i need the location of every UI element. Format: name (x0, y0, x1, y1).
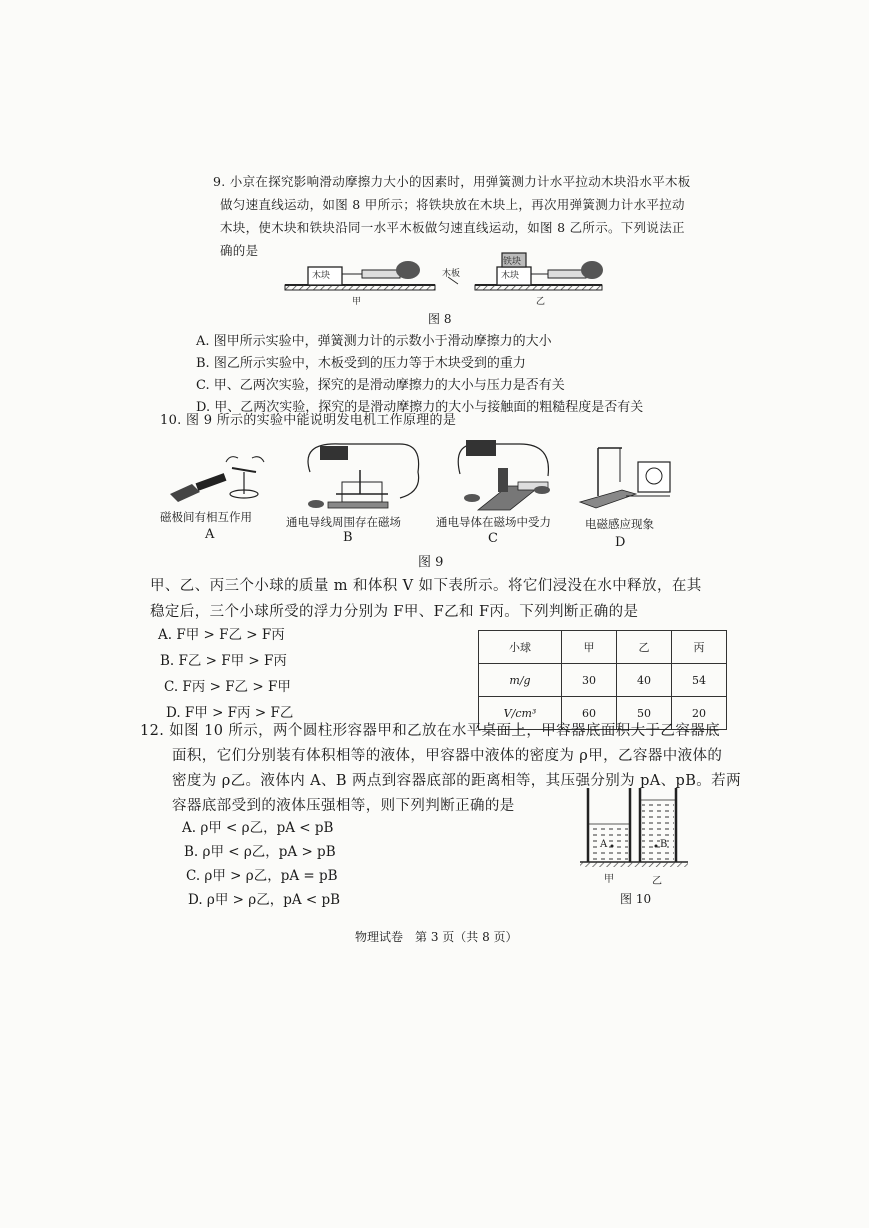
page-footer: 物理试卷 第 3 页（共 8 页） (355, 930, 518, 944)
figure-10 (576, 784, 692, 874)
q9-line-3: 木块，使木块和铁块沿同一水平木板做匀速直线运动，如图 8 乙所示。下列说法正 (220, 220, 685, 235)
table-cell: 20 (672, 697, 727, 730)
q12-line-1: 12. 如图 10 所示，两个圆柱形容器甲和乙放在水平桌面上，甲容器底面积大于乙容器底 (140, 723, 721, 739)
figure-10-point-b: B (660, 839, 668, 850)
q9-option-c: C. 甲、乙两次实验，探究的是滑动摩擦力的大小与压力是否有关 (196, 378, 565, 393)
q9-option-d: D. 甲、乙两次实验，探究的是滑动摩擦力的大小与接触面的粗糙程度是否有关 (196, 400, 644, 415)
q10-stem: 10. 图 9 所示的实验中能说明发电机工作原理的是 (160, 413, 457, 428)
figure-10-point-a: A (600, 839, 608, 850)
figure-9-caption: 图 9 (418, 555, 444, 570)
table-cell: V/cm³ (479, 697, 562, 730)
q12-line-2: 面积，它们分别装有体积相等的液体，甲容器中液体的密度为 ρ甲，乙容器中液体的 (172, 748, 723, 764)
q12-line-4: 容器底部受到的液体压强相等，则下列判断正确的是 (172, 798, 515, 814)
figure-8-jia-label: 甲 (352, 297, 362, 307)
figure-9-b-oersted (308, 444, 419, 508)
figure-9-caption-a: 磁极间有相互作用 (160, 510, 252, 524)
q9-option-a: A. 图甲所示实验中，弹簧测力计的示数小于滑动摩擦力的大小 (196, 334, 552, 349)
figure-8-caption: 图 8 (428, 312, 452, 326)
table-cell: m/g (479, 664, 562, 697)
q12-option-c: C. ρ甲 > ρ乙，pA = pB (186, 868, 338, 884)
q12-option-b: B. ρ甲 < ρ乙，pA > pB (184, 844, 336, 860)
table-row (479, 664, 727, 697)
q12-option-d: D. ρ甲 > ρ乙，pA < pB (188, 892, 341, 908)
table-cell: 50 (617, 697, 672, 730)
figure-8-block-label-2: 木块 (501, 271, 520, 281)
figure-8 (280, 252, 610, 312)
table-header-cell: 乙 (617, 631, 672, 664)
figure-9-letter-d: D (615, 535, 626, 550)
figure-8-board-label: 木板 (442, 269, 461, 279)
q11-line-1: 甲、乙、丙三个小球的质量 m 和体积 V 如下表所示。将它们浸没在水中释放，在其 (150, 578, 702, 594)
figure-10-yi-label: 乙 (652, 876, 662, 887)
figure-9-caption-b: 通电导线周围存在磁场 (286, 515, 401, 529)
table-header-cell: 小球 (479, 631, 562, 664)
table-cell: 30 (562, 664, 617, 697)
q12-option-a: A. ρ甲 < ρ乙，pA < pB (182, 820, 334, 836)
figure-10-container-yi (640, 788, 676, 862)
q12-line-3: 密度为 ρ乙。液体内 A、B 两点到容器底部的距离相等，其压强分别为 pA、pB。若两 (172, 773, 741, 789)
figure-9-caption-c: 通电导体在磁场中受力 (436, 515, 551, 529)
table-cell: 40 (617, 664, 672, 697)
figure-9-letter-b: B (343, 530, 353, 545)
figure-8-left-setup (285, 261, 435, 290)
table-header-cell: 丙 (672, 631, 727, 664)
q11-option-b: B. F乙 > F甲 > F丙 (160, 653, 287, 669)
q11-option-a: A. F甲 > F乙 > F丙 (158, 627, 285, 643)
figure-8-block-label: 木块 (312, 271, 331, 281)
q11-option-c: C. F丙 > F乙 > F甲 (164, 679, 291, 695)
figure-9-caption-d: 电磁感应现象 (585, 517, 654, 531)
figure-8-iron-label: 铁块 (503, 257, 522, 267)
q9-line-2: 做匀速直线运动，如图 8 甲所示；将铁块放在木块上，再次用弹簧测力计水平拉动 (220, 197, 685, 212)
q9-line-1: 9. 小京在探究影响滑动摩擦力大小的因素时，用弹簧测力计水平拉动木块沿水平木板 (213, 174, 691, 189)
q9-option-b: B. 图乙所示实验中，木板受到的压力等于木块受到的重力 (196, 356, 526, 371)
q11-line-2: 稳定后，三个小球所受的浮力分别为 F甲、F乙和 F丙。下列判断正确的是 (150, 604, 639, 620)
figure-9-d-induction (580, 448, 670, 508)
q11-table (478, 630, 727, 730)
table-row (479, 631, 727, 664)
figure-9-letter-c: C (488, 531, 498, 546)
q11-option-d: D. F甲 > F丙 > F乙 (166, 705, 294, 721)
figure-9-a-magnets (170, 457, 264, 502)
figure-10-jia-label: 甲 (604, 874, 614, 885)
figure-10-caption: 图 10 (620, 892, 652, 906)
table-cell: 54 (672, 664, 727, 697)
table-cell: 60 (562, 697, 617, 730)
table-header-cell: 甲 (562, 631, 617, 664)
figure-8-yi-label: 乙 (536, 297, 546, 307)
figure-9-c-motor-effect (458, 440, 550, 510)
figure-8-right-setup (475, 253, 603, 290)
figure-9-letter-a: A (205, 527, 215, 542)
figure-10-container-jia (588, 788, 630, 862)
q9-line-4: 确的是 (220, 243, 259, 258)
